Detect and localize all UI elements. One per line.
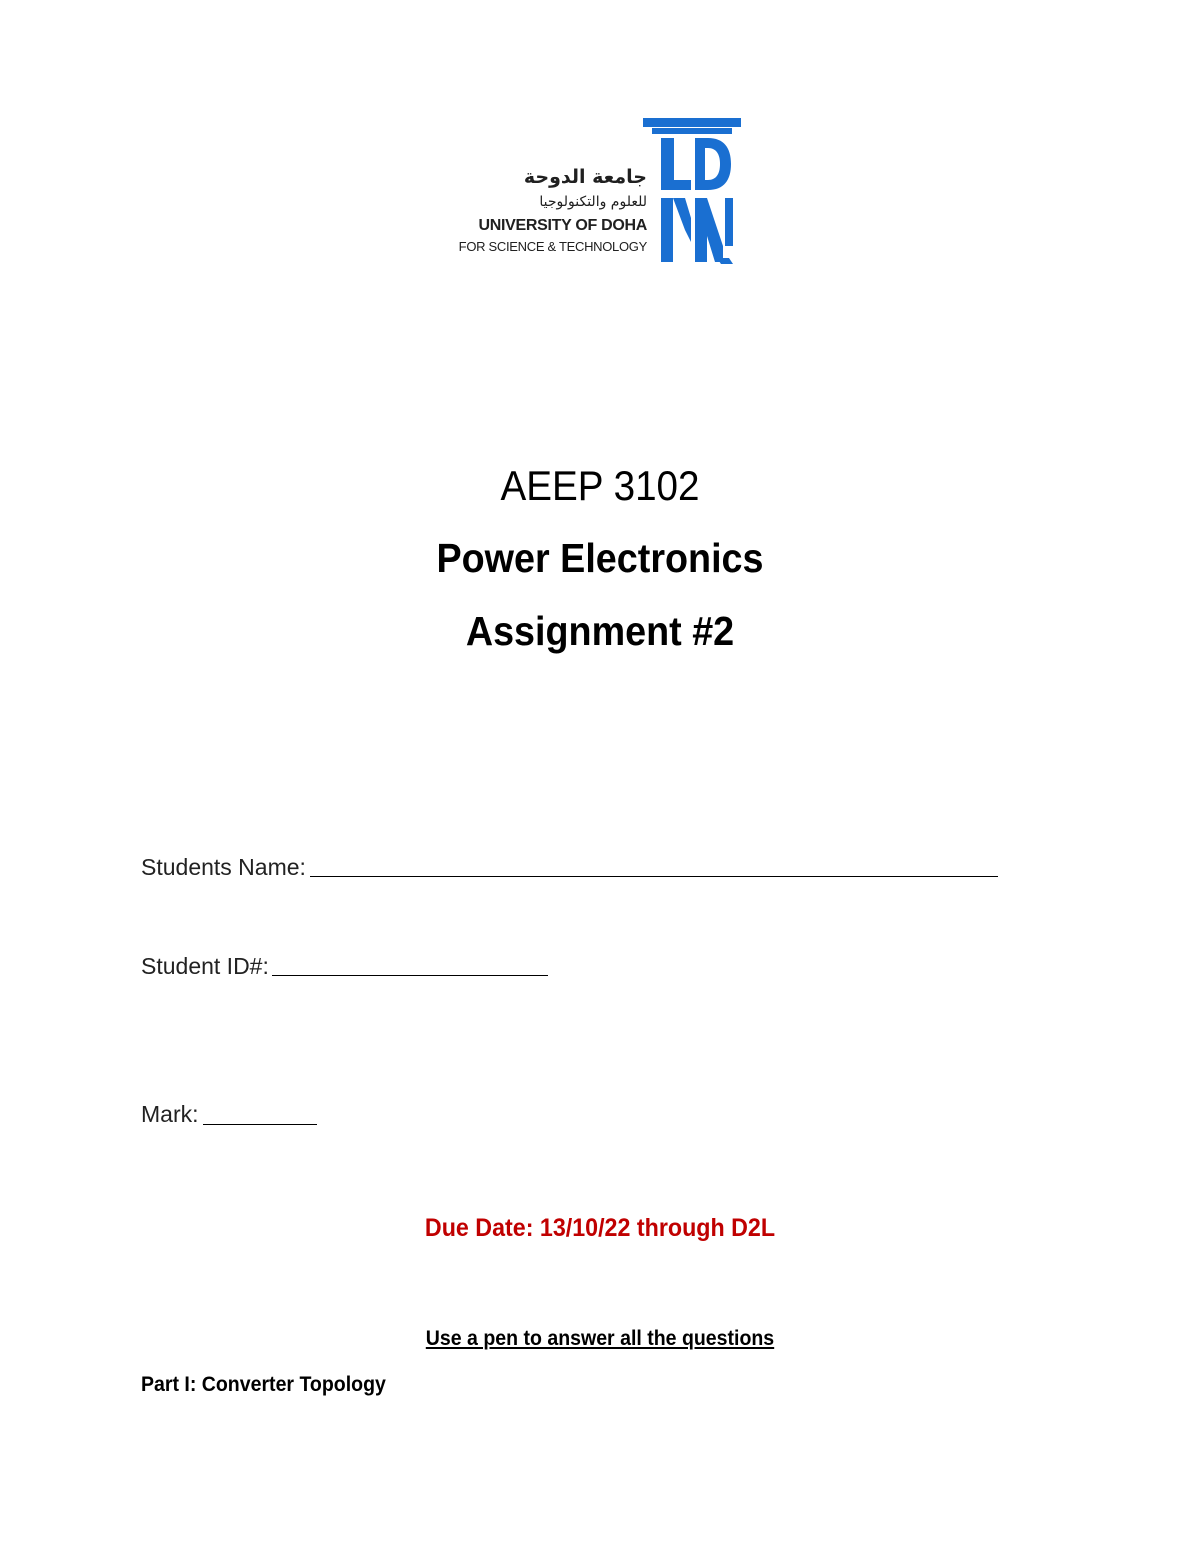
- pillar-emblem-icon: [643, 118, 743, 264]
- logo-english-subtitle: FOR SCIENCE & TECHNOLOGY: [458, 239, 647, 254]
- course-code: AEEP 3102: [500, 462, 700, 509]
- part-heading: Part I: Converter Topology: [141, 1373, 386, 1396]
- mark-blank: [203, 1124, 317, 1125]
- student-id-label: Student ID#:: [141, 953, 269, 979]
- due-date: Due Date: 13/10/22 through D2L: [424, 1214, 776, 1242]
- logo-arabic-subtitle: للعلوم والتكنولوجيا: [539, 194, 647, 210]
- logo-english-name: UNIVERSITY OF DOHA: [478, 217, 647, 234]
- instruction-text: Use a pen to answer all the questions: [425, 1327, 775, 1350]
- university-logo: [455, 118, 745, 268]
- assignment-title: Assignment #2: [465, 608, 735, 654]
- student-id-blank: [272, 975, 548, 976]
- student-name-blank: [310, 876, 998, 877]
- logo-arabic-name: جامعة الدوحة: [523, 166, 647, 188]
- mark-label: Mark:: [141, 1101, 199, 1127]
- student-name-label: Students Name:: [141, 854, 306, 880]
- logo-wordmark: [455, 118, 647, 268]
- course-name: Power Electronics: [436, 535, 764, 581]
